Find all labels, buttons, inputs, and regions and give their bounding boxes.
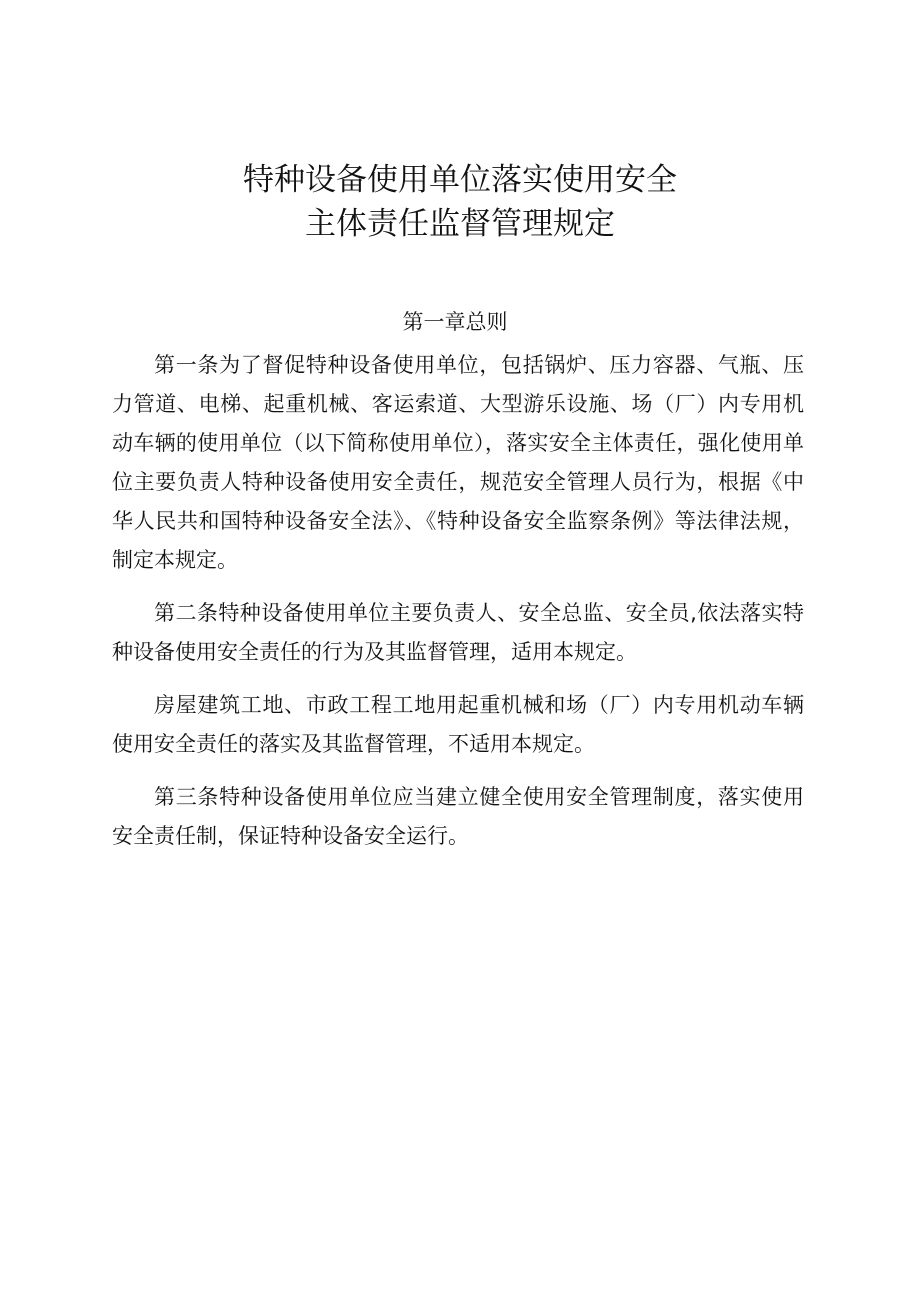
article-1-paragraph: 第一条为了督促特种设备使用单位，包括锅炉、压力容器、气瓶、压力管道、电梯、起重机械、客运索道、大型游乐设施、场（厂）内专用机动车辆的使用单位（以下简称使用单位），落实安全主体责任，强化使用单位主要负责人特种设备使用安全责任，规范安全管理人员行为，根据《中华人民共和国特种设备安全法》、《特种设备安全监察条例》等法律法规，制定本规定。 (112, 353, 804, 572)
article-2-paragraph: 第二条特种设备使用单位主要负责人、安全总监、安全员,依法落实特种设备使用安全责任的行为及其监督管理，适用本规定。 (112, 601, 804, 664)
title-line-1: 特种设备使用单位落实使用安全 (243, 162, 677, 198)
document-body (112, 346, 804, 862)
chapter-heading: 第一章总则 (402, 310, 508, 334)
title-line-2: 主体责任监督管理规定 (305, 206, 615, 242)
article-3-paragraph: 第三条特种设备使用单位应当建立健全使用安全管理制度，落实使用安全责任制，保证特种设备安全运行。 (112, 785, 804, 848)
article-2-exclusion-paragraph: 房屋建筑工地、市政工程工地用起重机械和场（厂）内专用机动车辆使用安全责任的落实及其监督管理，不适用本规定。 (112, 693, 804, 756)
document-title (0, 158, 920, 246)
